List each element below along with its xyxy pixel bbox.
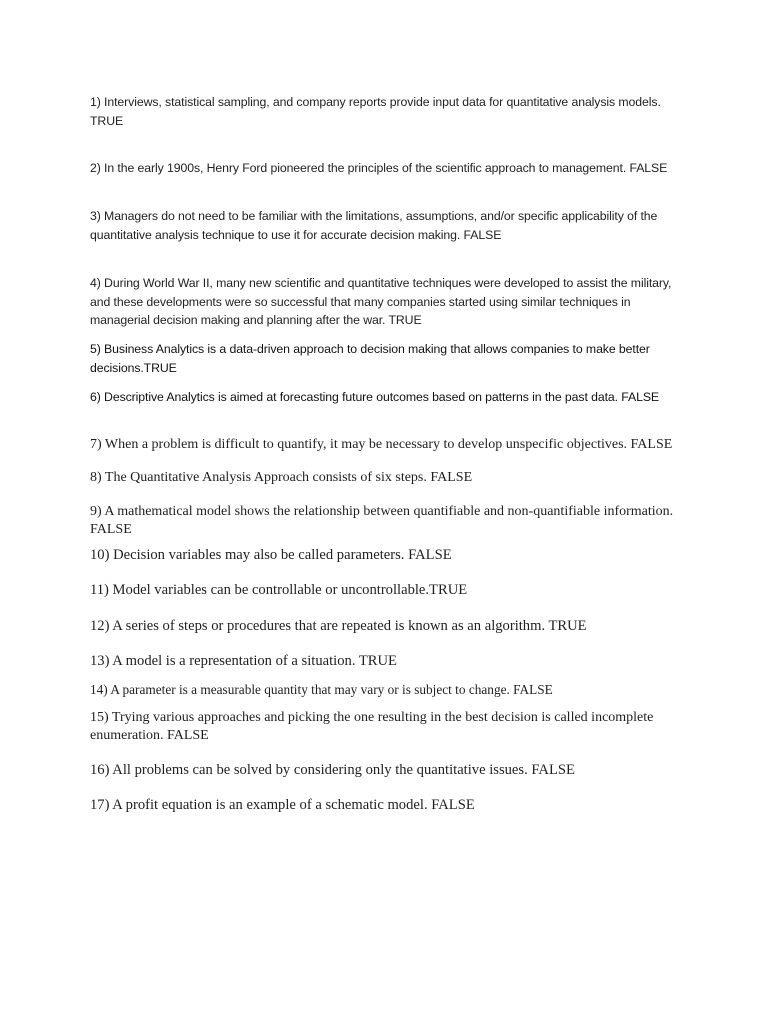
question-2: 2) In the early 1900s, Henry Ford pioneered the principles of the scientific approach to management. FALSE [90, 161, 668, 175]
question-3: 3) Managers do not need to be familiar with the limitations, assumptions, and/or specific applicability of the quantitative analysis technique to use it for accurate decision making. FALSE [90, 209, 658, 242]
question-14: 14) A parameter is a measurable quantity that may vary or is subject to change. FALSE [90, 682, 553, 697]
question-6: 6) Descriptive Analytics is aimed at forecasting future outcomes based on patterns in the past data. FALSE [90, 390, 660, 404]
question-9: 9) A mathematical model shows the relationship between quantifiable and non-quantifiable information. FALSE [90, 504, 674, 537]
question-1: 1) Interviews, statistical sampling, and company reports provide input data for quantitative analysis models. TRUE [90, 95, 661, 128]
question-7: 7) When a problem is difficult to quantify, it may be necessary to develop unspecific objectives. FALSE [90, 437, 673, 452]
question-12: 12) A series of steps or procedures that are repeated is known as an algorithm. TRUE [90, 618, 587, 634]
question-5: 5) Business Analytics is a data-driven approach to decision making that allows companies to make better decisions.TRUE [90, 342, 650, 375]
question-17: 17) A profit equation is an example of a schematic model. FALSE [90, 797, 475, 813]
question-16: 16) All problems can be solved by considering only the quantitative issues. FALSE [90, 762, 575, 778]
question-11: 11) Model variables can be controllable or uncontrollable.TRUE [90, 582, 468, 598]
question-4: 4) During World War II, many new scientific and quantitative techniques were developed to assist the military, and these developments were so successful that many companies started using similar techniques in managerial decision making and planning after the war. TRUE [90, 276, 672, 327]
question-8: 8) The Quantitative Analysis Approach consists of six steps. FALSE [90, 470, 473, 485]
question-10: 10) Decision variables may also be called parameters. FALSE [90, 547, 452, 563]
question-15: 15) Trying various approaches and picking the one resulting in the best decision is called incomplete enumeration. FALSE [90, 710, 654, 743]
question-13: 13) A model is a representation of a situation. TRUE [90, 653, 397, 669]
